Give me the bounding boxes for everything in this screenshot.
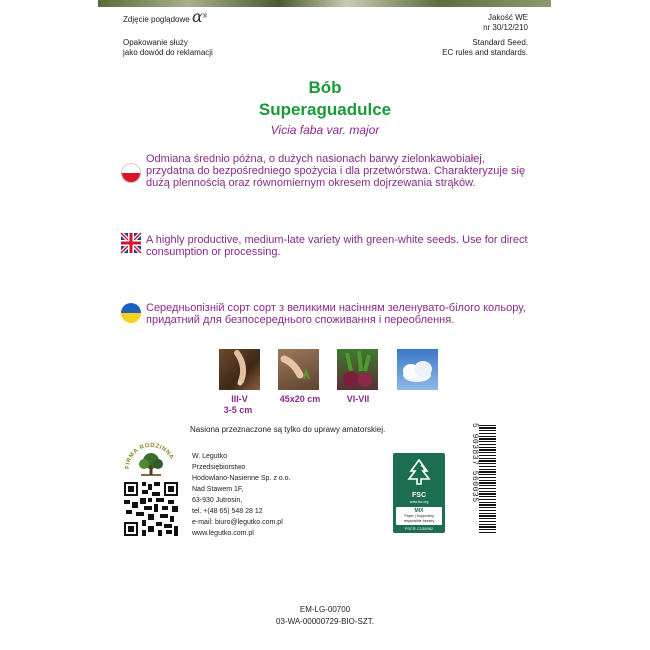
family-logo-text: FIRMA RODZINNA <box>124 442 175 470</box>
amateur-notice: Nasiona przeznaczone są tylko do uprawy amatorskiej. <box>190 425 386 434</box>
product-variety: Superaguadulce <box>258 100 392 119</box>
family-tree-logo-icon <box>121 437 181 485</box>
company-email: e-mail: biuro@legutko.com.pl <box>192 519 283 526</box>
description-pl: Odmiana średnio późna, o dużych nasionach barwy zielonkawobiałej, przydatna do bezpośredniego spożycia i dla przetwórstwa. Charakteryzuje się dużą plennością oraz równomiernym okresem dojrzewania strąków. <box>146 153 526 189</box>
fsc-code: FSC® C136962 <box>404 526 434 531</box>
sow-depth-label: 3-5 cm <box>223 405 253 415</box>
fsc-label: FSC <box>412 492 426 499</box>
company-address: W. Legutko Przedsiębiorstwo Hodowlano-Nasienne Sp. z o.o. Nad Stawem 1F, 63-930 Jutrosin, tel. +(48 65) 548 28 12 e-mail: biuro@legutko.com.pl www.legutko.com.pl <box>192 453 291 537</box>
footer-codes: EM-LG-00700 03-WA-00000729-BIO-SZT. <box>276 605 374 626</box>
top-photo-strip <box>98 0 551 7</box>
barcode-icon <box>470 423 496 535</box>
barcode-number: 5 903837 560035 <box>470 423 479 503</box>
flag-poland-icon <box>121 163 141 183</box>
qr-code-icon <box>124 482 178 536</box>
spacing-picture <box>278 349 319 390</box>
harvest-picture <box>337 349 378 390</box>
photo-note: Zdjęcie poglądowe α® <box>123 7 208 26</box>
standard-note: Standard Seed. EC rules and standards. <box>442 38 528 57</box>
description-en: A highly productive, medium-late variety with green-white seeds. Use for direct consumption or processing. <box>146 234 528 258</box>
harvest-label: VI-VII <box>346 394 370 404</box>
product-name: Bób <box>308 78 342 97</box>
company-website: www.legutko.com.pl <box>192 530 254 537</box>
flag-ukraine-icon <box>121 303 141 323</box>
description-uk: Середньопізній сорт сорт з великими насінням зеленувато-білого кольору, придатний для безпосереднього споживання і переоблення. <box>146 302 526 326</box>
flag-uk-icon <box>121 233 141 253</box>
sow-time-label: III-V <box>231 394 248 404</box>
fsc-badge <box>393 453 445 533</box>
fsc-mix: MIX <box>414 508 424 514</box>
fsc-text: Paper | Supporting responsible forestry <box>403 514 435 523</box>
sowing-soil-picture <box>219 349 260 390</box>
product-latin-name: Vicia faba var. major <box>270 123 380 137</box>
alpha-logo-icon: α <box>191 7 203 26</box>
spacing-label: 45x20 cm <box>279 394 321 404</box>
quality-label: Jakość WE nr 30/12/210 <box>483 13 528 32</box>
weather-picture <box>397 349 438 390</box>
fsc-url: www.fsc.org <box>409 500 429 504</box>
packaging-note: Opakowanie służy jako dowód do reklamacji <box>123 38 213 57</box>
fsc-tree-icon <box>404 457 434 487</box>
